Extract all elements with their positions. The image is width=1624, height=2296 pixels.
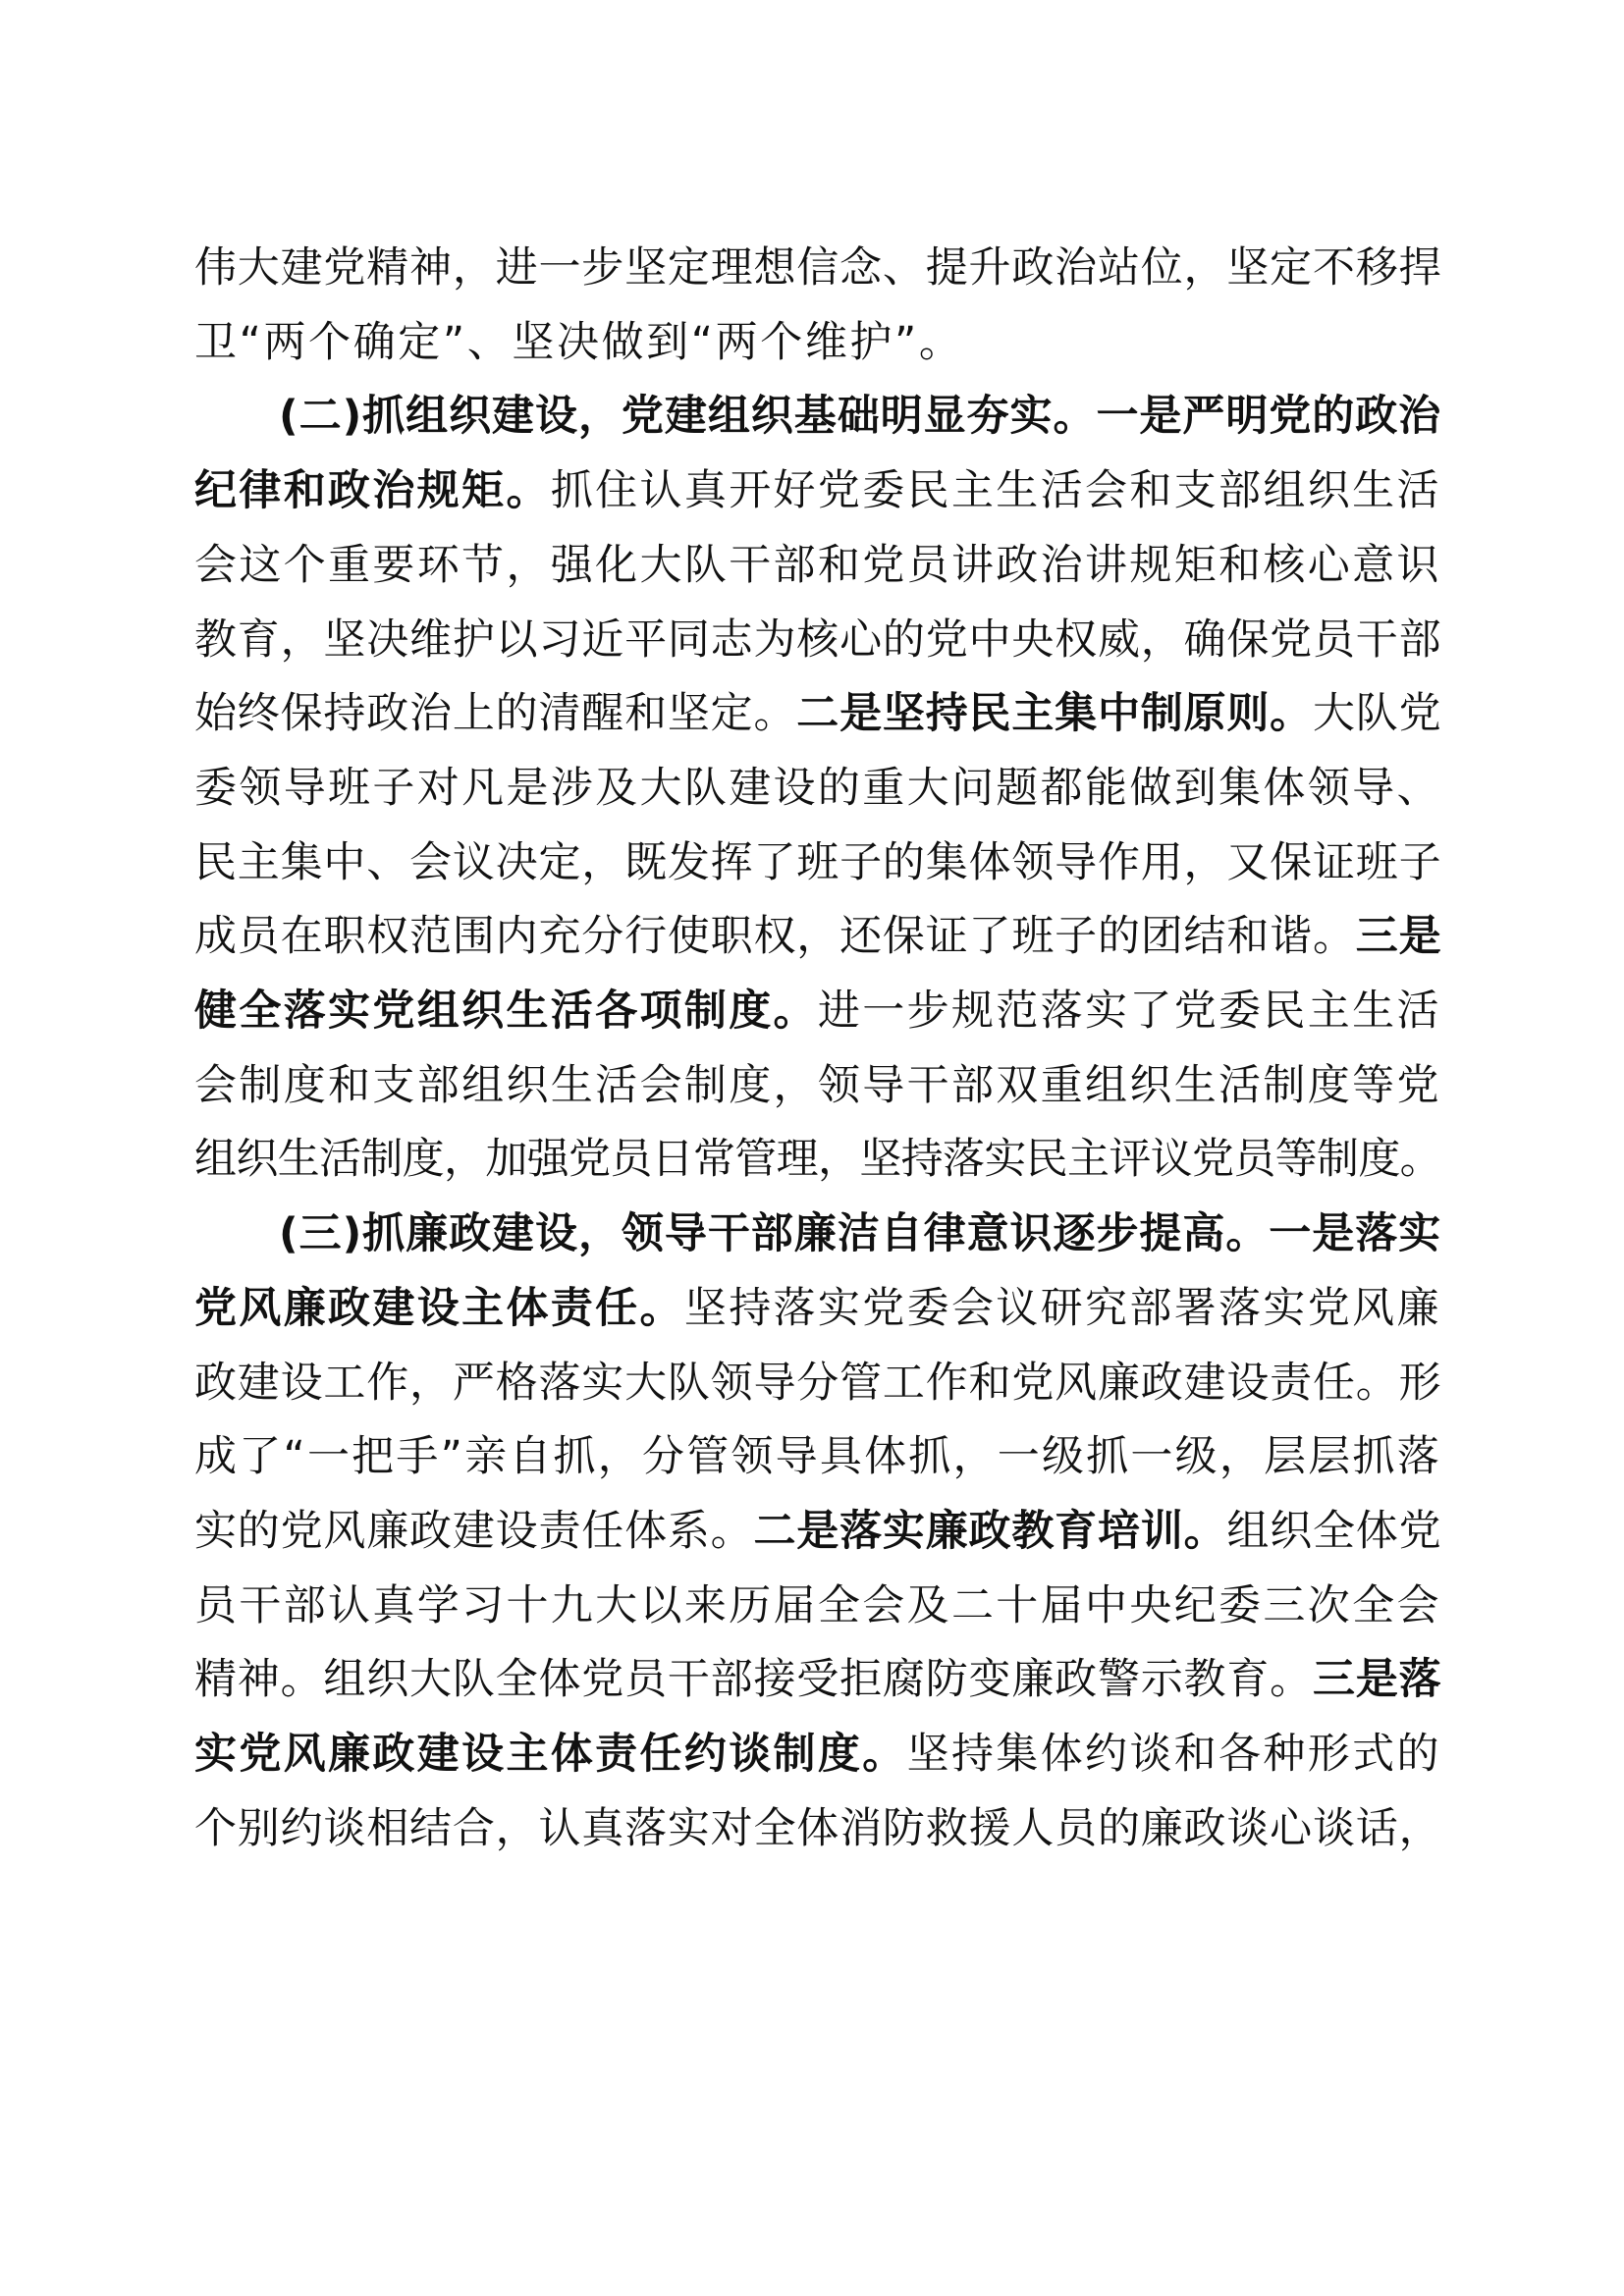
body-text: 民主集中、会议决定，既发挥了班子的集体领导作用，又保证班子 [194,837,1442,887]
text-line [194,1570,1441,1642]
body-text: 坚持落实党委会议研究部署落实党风廉 [683,1283,1441,1333]
body-text: 组织生活制度，加强党员日常管理，坚持落实民主评议党员等制度。 [194,1135,1441,1185]
text-line [194,454,1441,527]
bold-text: 党风廉政建设主体责任。 [194,1283,684,1333]
body-text: 政建设工作，严格落实大队领导分管工作和党风廉政建设责任。形 [194,1358,1442,1408]
text-line [194,232,1441,304]
body-text: 员干部认真学习十九大以来历届全会及二十届中央纪委三次全会 [194,1580,1441,1630]
body-text: 实的党风廉政建设责任体系。 [194,1506,754,1556]
bold-text: (二)抓组织建设，党建组织基础明显夯实。一是严明党的政治 [279,392,1442,442]
body-text: 会这个重要环节，强化大队干部和党员讲政治讲规矩和核心意识 [194,540,1441,590]
body-text: 伟大建党精神，进一步坚定理想信念、提升政治站位，坚定不移捍 [194,243,1442,293]
body-text: 成了“一把手”亲自抓，分管领导具体抓，一级抓一级，层层抓落 [194,1432,1441,1482]
text-line [194,900,1441,973]
text-line [194,1718,1441,1790]
text-line [279,380,1441,453]
text-line [194,1049,1441,1122]
text-line [194,677,1441,750]
text-line [194,827,1441,899]
body-text: 卫“两个确定”、坚决做到“两个维护”。 [194,317,964,367]
bold-text: 纪律和政治规矩。 [194,466,551,516]
bold-text: 二是落实廉政教育培训。 [753,1506,1227,1556]
body-text: 会制度和支部组织生活会制度，领导干部双重组织生活制度等党 [194,1060,1441,1110]
body-text: 委领导班子对凡是涉及大队建设的重大问题都能做到集体领导、 [194,763,1441,813]
body-text: 个别约谈相结合，认真落实对全体消防救援人员的廉政谈心谈话， [194,1803,1442,1853]
text-line [194,752,1441,825]
text-line [194,1123,1441,1196]
text-line [194,975,1441,1047]
text-line [279,1198,1441,1270]
bold-text: 三是落 [1312,1655,1442,1705]
body-text: 组织全体党 [1226,1506,1442,1556]
bold-text: 三是 [1355,912,1442,962]
text-line [194,604,1441,676]
text-line [194,1792,1441,1865]
text-line [194,1643,1441,1716]
body-text: 大队党 [1312,689,1442,739]
body-text: 进一步规范落实了党委民主生活 [817,987,1441,1036]
text-line [194,306,964,379]
body-text: 坚持集体约谈和各种形式的 [906,1730,1441,1779]
text-line [194,1347,1441,1419]
text-line [194,1495,1441,1568]
text-line [194,1420,1441,1493]
bold-text: 二是坚持民主集中制原则。 [796,689,1313,739]
body-text: 教育，坚决维护以习近平同志为核心的党中央权威，确保党员干部 [194,614,1442,665]
text-line [194,1272,1441,1345]
bold-text: (三)抓廉政建设，领导干部廉洁自律意识逐步提高。一是落实 [279,1209,1442,1259]
body-text: 始终保持政治上的清醒和坚定。 [194,689,797,739]
text-line [194,529,1441,602]
bold-text: 健全落实党组织生活各项制度。 [194,987,818,1036]
bold-text: 实党风廉政建设主体责任约谈制度。 [194,1730,907,1779]
body-text: 精神。组织大队全体党员干部接受拒腐防变廉政警示教育。 [194,1655,1313,1705]
body-text: 成员在职权范围内充分行使职权，还保证了班子的团结和谐。 [194,912,1356,962]
body-text: 抓住认真开好党委民主生活会和支部组织生活 [550,466,1441,516]
